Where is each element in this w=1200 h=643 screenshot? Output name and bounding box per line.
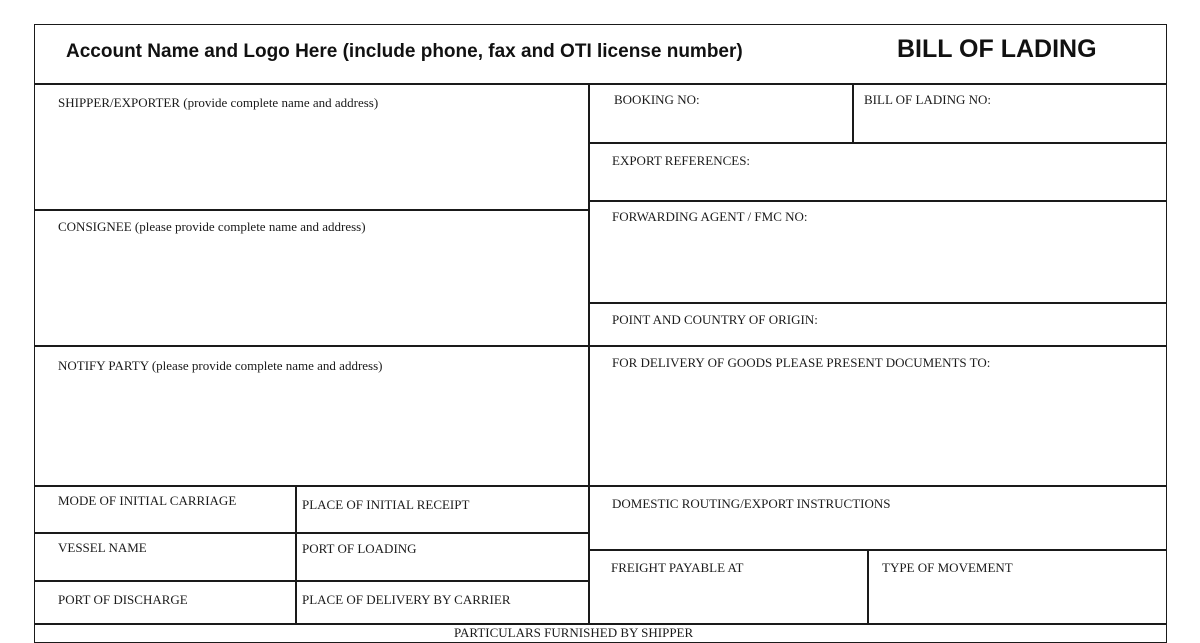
port-of-discharge-label: PORT OF DISCHARGE <box>58 592 188 607</box>
vessel-name-label: VESSEL NAME <box>58 540 147 555</box>
export-references-label: EXPORT REFERENCES: <box>612 153 751 168</box>
mode-initial-carriage-label: MODE OF INITIAL CARRIAGE <box>58 493 237 508</box>
forwarding-agent-label: FORWARDING AGENT / FMC NO: <box>612 209 808 224</box>
point-country-origin-label: POINT AND COUNTRY OF ORIGIN: <box>612 312 818 327</box>
shipper-label: SHIPPER/EXPORTER (provide complete name and address) <box>58 95 379 110</box>
delivery-documents-label: FOR DELIVERY OF GOODS PLEASE PRESENT DOCUMENTS TO: <box>612 355 991 370</box>
booking-no-label: BOOKING NO: <box>614 92 700 107</box>
place-initial-receipt-label: PLACE OF INITIAL RECEIPT <box>302 497 470 512</box>
domestic-routing-label: DOMESTIC ROUTING/EXPORT INSTRUCTIONS <box>612 496 891 511</box>
port-of-loading-label: PORT OF LOADING <box>302 541 417 556</box>
particulars-label: PARTICULARS FURNISHED BY SHIPPER <box>454 625 694 640</box>
port-of-loading-field[interactable] <box>295 532 590 582</box>
export-references-field[interactable] <box>588 142 1167 202</box>
account-name-text: Account Name and Logo Here (include phone, fax and OTI license number) <box>66 41 743 62</box>
bill-of-lading-no-label: BILL OF LADING NO: <box>864 92 991 107</box>
notify-party-label: NOTIFY PARTY (please provide complete name and address) <box>58 358 383 373</box>
domestic-routing-field[interactable] <box>588 485 1167 551</box>
consignee-label: CONSIGNEE (please provide complete name and address) <box>58 219 366 234</box>
type-of-movement-label: TYPE OF MOVEMENT <box>882 560 1013 575</box>
place-of-delivery-label: PLACE OF DELIVERY BY CARRIER <box>302 592 511 607</box>
freight-payable-label: FREIGHT PAYABLE AT <box>611 560 744 575</box>
form-title: BILL OF LADING <box>897 35 1097 63</box>
